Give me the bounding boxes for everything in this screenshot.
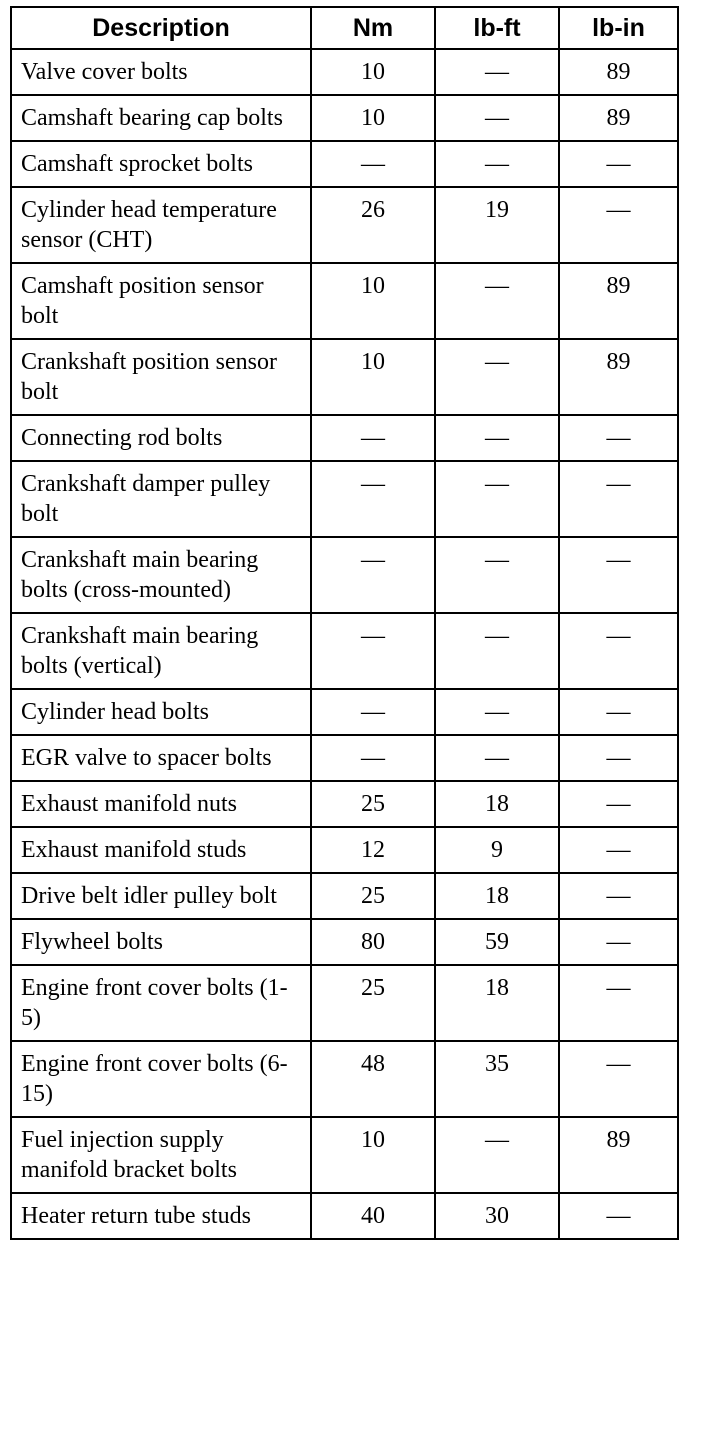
cell-lb-ft: — — [435, 339, 559, 415]
cell-description: Crankshaft position sensor bolt — [11, 339, 311, 415]
cell-description: Exhaust manifold nuts — [11, 781, 311, 827]
cell-lb-ft: 30 — [435, 1193, 559, 1239]
table-row — [11, 141, 678, 187]
cell-lb-in: 89 — [559, 95, 678, 141]
cell-nm: 10 — [311, 263, 435, 339]
cell-lb-in: — — [559, 735, 678, 781]
cell-nm: 80 — [311, 919, 435, 965]
cell-description: Camshaft position sensor bolt — [11, 263, 311, 339]
cell-lb-ft: — — [435, 263, 559, 339]
cell-nm: 10 — [311, 1117, 435, 1193]
cell-description: Fuel injection supply manifold bracket bolts — [11, 1117, 311, 1193]
cell-description: Crankshaft main bearing bolts (cross-mounted) — [11, 537, 311, 613]
cell-lb-ft: — — [435, 537, 559, 613]
cell-description: Engine front cover bolts (6-15) — [11, 1041, 311, 1117]
table-row — [11, 1117, 678, 1193]
table-row — [11, 735, 678, 781]
cell-description: Connecting rod bolts — [11, 415, 311, 461]
cell-description: Valve cover bolts — [11, 49, 311, 95]
cell-description: Cylinder head temperature sensor (CHT) — [11, 187, 311, 263]
cell-lb-ft: — — [435, 613, 559, 689]
table-row — [11, 613, 678, 689]
header-lb-in: lb-in — [559, 7, 678, 49]
table-row — [11, 965, 678, 1041]
table-row — [11, 781, 678, 827]
cell-description: Crankshaft main bearing bolts (vertical) — [11, 613, 311, 689]
cell-lb-ft: 35 — [435, 1041, 559, 1117]
cell-nm: 10 — [311, 95, 435, 141]
cell-nm: 26 — [311, 187, 435, 263]
table-row — [11, 461, 678, 537]
cell-nm: 40 — [311, 1193, 435, 1239]
cell-description: Exhaust manifold studs — [11, 827, 311, 873]
table-row — [11, 1041, 678, 1117]
cell-nm: — — [311, 415, 435, 461]
cell-lb-in: — — [559, 187, 678, 263]
table-row — [11, 1193, 678, 1239]
header-row — [11, 7, 678, 49]
cell-nm: 12 — [311, 827, 435, 873]
cell-lb-in: — — [559, 1193, 678, 1239]
torque-spec-table — [10, 6, 679, 1240]
cell-lb-in: — — [559, 461, 678, 537]
cell-lb-ft: — — [435, 95, 559, 141]
cell-description: Drive belt idler pulley bolt — [11, 873, 311, 919]
cell-description: Heater return tube studs — [11, 1193, 311, 1239]
table-row — [11, 95, 678, 141]
cell-nm: 25 — [311, 873, 435, 919]
cell-nm: 25 — [311, 781, 435, 827]
cell-lb-in: 89 — [559, 49, 678, 95]
cell-nm: — — [311, 689, 435, 735]
cell-description: Cylinder head bolts — [11, 689, 311, 735]
cell-lb-in: — — [559, 919, 678, 965]
table-header — [11, 7, 678, 49]
cell-lb-in: — — [559, 1041, 678, 1117]
header-lb-ft: lb-ft — [435, 7, 559, 49]
cell-lb-ft: — — [435, 141, 559, 187]
cell-nm: 10 — [311, 339, 435, 415]
cell-lb-in: — — [559, 827, 678, 873]
cell-lb-in: — — [559, 965, 678, 1041]
table-row — [11, 919, 678, 965]
cell-description: EGR valve to spacer bolts — [11, 735, 311, 781]
cell-lb-in: — — [559, 613, 678, 689]
cell-lb-ft: — — [435, 689, 559, 735]
table-row — [11, 415, 678, 461]
cell-nm: — — [311, 461, 435, 537]
header-description: Description — [11, 7, 311, 49]
table-row — [11, 827, 678, 873]
table-row — [11, 339, 678, 415]
cell-nm: — — [311, 735, 435, 781]
table-row — [11, 49, 678, 95]
cell-lb-ft: — — [435, 461, 559, 537]
cell-nm: — — [311, 537, 435, 613]
cell-lb-ft: — — [435, 1117, 559, 1193]
table-row — [11, 187, 678, 263]
cell-nm: — — [311, 613, 435, 689]
cell-lb-ft: 18 — [435, 873, 559, 919]
cell-description: Crankshaft damper pulley bolt — [11, 461, 311, 537]
cell-lb-ft: — — [435, 735, 559, 781]
cell-lb-ft: 19 — [435, 187, 559, 263]
table-row — [11, 537, 678, 613]
cell-lb-in: — — [559, 537, 678, 613]
table-body — [11, 49, 678, 1239]
cell-description: Engine front cover bolts (1-5) — [11, 965, 311, 1041]
cell-lb-ft: 59 — [435, 919, 559, 965]
cell-lb-in: 89 — [559, 263, 678, 339]
cell-lb-in: — — [559, 689, 678, 735]
cell-description: Camshaft sprocket bolts — [11, 141, 311, 187]
cell-lb-in: — — [559, 141, 678, 187]
header-nm: Nm — [311, 7, 435, 49]
cell-lb-in: 89 — [559, 1117, 678, 1193]
cell-lb-ft: — — [435, 415, 559, 461]
cell-lb-ft: — — [435, 49, 559, 95]
cell-lb-in: — — [559, 415, 678, 461]
cell-lb-ft: 9 — [435, 827, 559, 873]
cell-lb-ft: 18 — [435, 781, 559, 827]
cell-lb-ft: 18 — [435, 965, 559, 1041]
cell-description: Camshaft bearing cap bolts — [11, 95, 311, 141]
table-row — [11, 689, 678, 735]
cell-nm: 48 — [311, 1041, 435, 1117]
table-row — [11, 873, 678, 919]
table-row — [11, 263, 678, 339]
cell-lb-in: 89 — [559, 339, 678, 415]
cell-description: Flywheel bolts — [11, 919, 311, 965]
cell-lb-in: — — [559, 873, 678, 919]
cell-nm: 10 — [311, 49, 435, 95]
cell-nm: — — [311, 141, 435, 187]
cell-nm: 25 — [311, 965, 435, 1041]
cell-lb-in: — — [559, 781, 678, 827]
